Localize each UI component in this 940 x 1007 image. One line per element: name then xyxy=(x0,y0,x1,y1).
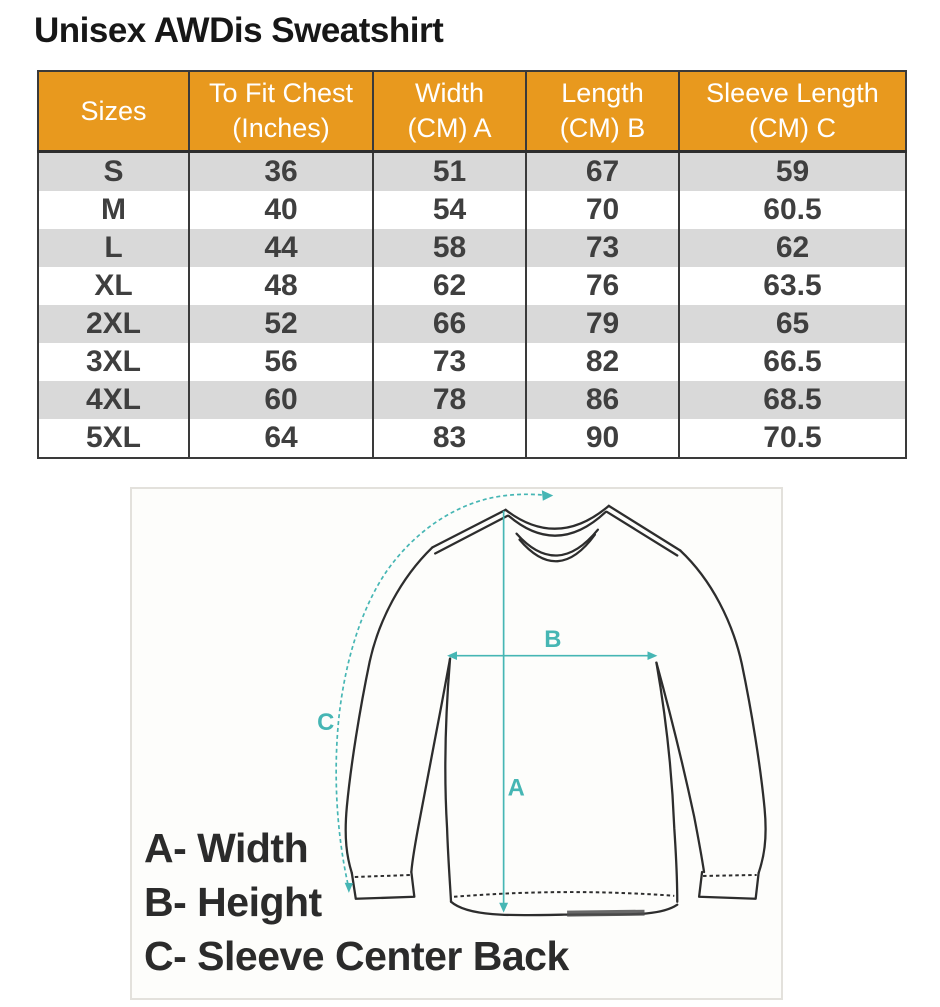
right-sleeve xyxy=(656,551,765,899)
chest-cell: 48 xyxy=(189,267,373,305)
width-cell: 78 xyxy=(373,381,526,419)
length-cell: 70 xyxy=(526,191,679,229)
size-cell: 3XL xyxy=(85,345,142,378)
shoulder-seams xyxy=(432,506,680,556)
length-cell: 86 xyxy=(526,381,679,419)
size-cell: M xyxy=(101,193,126,226)
width-cell: 62 xyxy=(373,267,526,305)
length-cell: 79 xyxy=(526,305,679,343)
legend-line-b: B- Height xyxy=(144,879,322,925)
table-row xyxy=(38,343,906,381)
table-row xyxy=(38,152,906,192)
width-cell: 54 xyxy=(373,191,526,229)
size-cell: S xyxy=(103,155,124,188)
measurement-legend xyxy=(144,821,569,983)
length-cell: 67 xyxy=(526,152,679,192)
measurement-label-a: A xyxy=(507,774,525,802)
size-chart-table xyxy=(37,70,907,459)
table-row xyxy=(38,419,906,458)
chest-cell: 64 xyxy=(189,419,373,458)
length-cell: 73 xyxy=(526,229,679,267)
chest-cell: 36 xyxy=(189,152,373,192)
page-title: Unisex AWDis Sweatshirt xyxy=(34,11,444,50)
width-cell: 83 xyxy=(373,419,526,458)
column-header-length: Length (CM) B xyxy=(526,71,679,152)
width-cell: 58 xyxy=(373,229,526,267)
chest-cell: 40 xyxy=(189,191,373,229)
column-header-sizes: Sizes xyxy=(38,71,189,152)
length-cell: 82 xyxy=(526,343,679,381)
sleeve-cell: 68.5 xyxy=(679,381,906,419)
table-row xyxy=(38,267,906,305)
sleeve-cell: 66.5 xyxy=(679,343,906,381)
length-cell: 90 xyxy=(526,419,679,458)
sleeve-cell: 62 xyxy=(679,229,906,267)
measurement-label-b: B xyxy=(544,625,562,653)
sweatshirt-collar xyxy=(506,506,609,561)
size-chart-header xyxy=(38,71,906,152)
measurement-label-c: C xyxy=(317,709,335,737)
chest-cell: 56 xyxy=(189,343,373,381)
column-header-width: Width (CM) A xyxy=(373,71,526,152)
chest-cell: 44 xyxy=(189,229,373,267)
size-cell: XL xyxy=(94,269,133,302)
legend-line-c: C- Sleeve Center Back xyxy=(144,933,569,979)
chest-cell: 52 xyxy=(189,305,373,343)
sleeve-cell: 59 xyxy=(679,152,906,192)
chest-cell: 60 xyxy=(189,381,373,419)
width-cell: 66 xyxy=(373,305,526,343)
size-cell: 5XL xyxy=(85,421,142,454)
column-header-chest: To Fit Chest (Inches) xyxy=(189,71,373,152)
size-cell: 2XL xyxy=(85,307,142,340)
sleeve-cell: 70.5 xyxy=(679,419,906,458)
sleeve-cell: 65 xyxy=(679,305,906,343)
length-cell: 76 xyxy=(526,267,679,305)
table-row xyxy=(38,191,906,229)
width-cell: 73 xyxy=(373,343,526,381)
measure-line-b xyxy=(447,626,657,660)
table-row xyxy=(38,229,906,267)
size-cell: L xyxy=(104,231,123,264)
column-header-sleeve: Sleeve Length (CM) C xyxy=(679,71,906,152)
table-row xyxy=(38,305,906,343)
size-cell: 4XL xyxy=(85,383,142,416)
table-row xyxy=(38,381,906,419)
sleeve-cell: 63.5 xyxy=(679,267,906,305)
legend-line-a: A- Width xyxy=(144,825,309,871)
sweatshirt-diagram xyxy=(130,487,783,1000)
sleeve-cell: 60.5 xyxy=(679,191,906,229)
width-cell: 51 xyxy=(373,152,526,192)
